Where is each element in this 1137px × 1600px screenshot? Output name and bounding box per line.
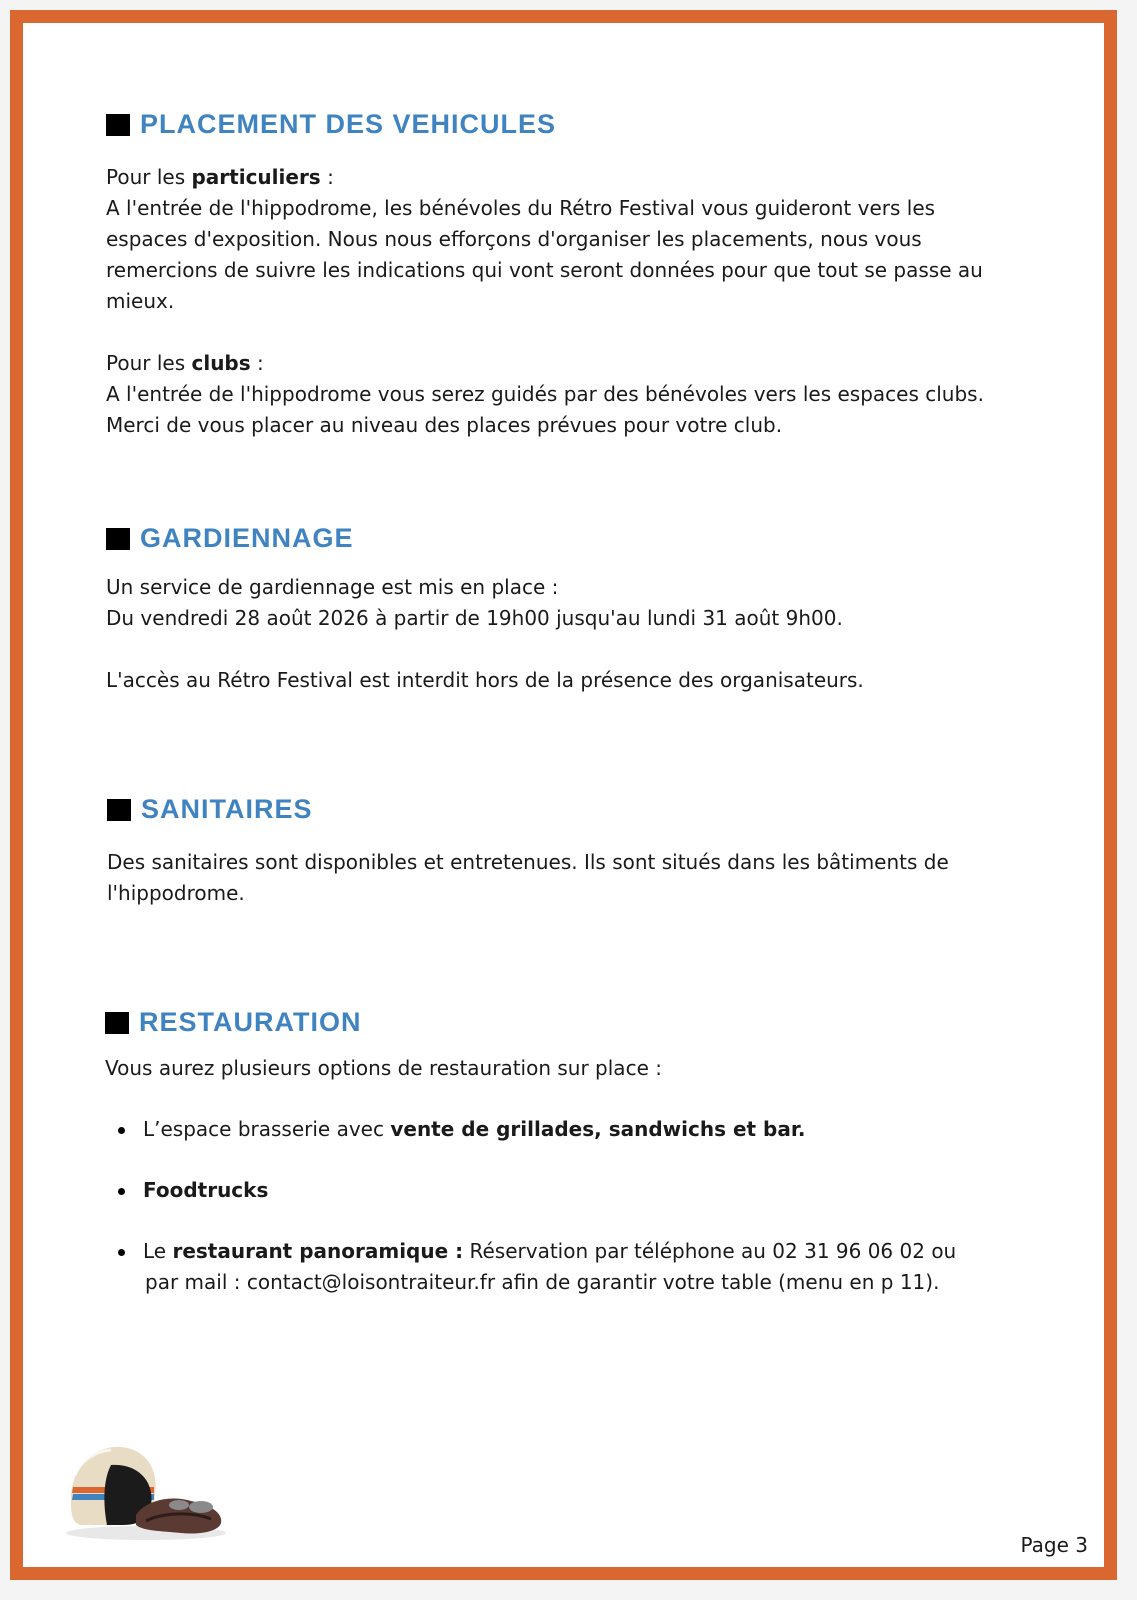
clubs-label (106, 348, 1026, 379)
heading-sanitaires (107, 794, 313, 825)
heading-square-icon (105, 1012, 129, 1034)
item1-bold: vente de grillades, sandwichs et bar. (390, 1117, 806, 1141)
heading-gardiennage (106, 523, 354, 554)
sanitaires-body (107, 847, 1027, 909)
particuliers-bold: particuliers (191, 165, 321, 189)
item2-bold: Foodtrucks (143, 1178, 269, 1202)
particuliers-prefix: Pour les (106, 165, 192, 189)
gardiennage-line3: L'accès au Rétro Festival est interdit hors de la présence des organisateurs. (106, 668, 864, 692)
item3-prefix: Le (143, 1239, 173, 1263)
clubs-line1: A l'entrée de l'hippodrome vous serez guidés par des bénévoles vers les espaces clubs. (106, 382, 984, 406)
page-number: Page 3 (1020, 1533, 1088, 1557)
heading-restauration (105, 1007, 362, 1038)
document-page (10, 10, 1117, 1580)
clubs-prefix: Pour les (106, 351, 192, 375)
restauration-intro-text: Vous aurez plusieurs options de restauration sur place : (105, 1056, 662, 1080)
clubs-suffix: : (250, 351, 264, 375)
particuliers-line3: remercions de suivre les indications qui vont seront données pour que tout se passe au (106, 258, 983, 282)
heading-sanitaires-text: SANITAIRES (141, 794, 313, 824)
restauration-intro (105, 1053, 1025, 1084)
heading-gardiennage-text: GARDIENNAGE (140, 523, 354, 553)
clubs-bold: clubs (191, 351, 251, 375)
heading-square-icon (107, 799, 131, 821)
list-item (105, 1114, 1005, 1145)
heading-square-icon (106, 528, 130, 550)
item3-line2: par mail : contact@loisontraiteur.fr afin de garantir votre table (menu en p 11). (145, 1270, 940, 1294)
item3-bold: restaurant panoramique : (172, 1239, 464, 1263)
heading-placement-text: PLACEMENT DES VEHICULES (140, 109, 557, 139)
list-item (105, 1236, 1005, 1298)
gardiennage-line1: Un service de gardiennage est mis en place : (106, 575, 559, 599)
particuliers-suffix: : (320, 165, 334, 189)
heading-square-icon (106, 114, 130, 136)
sanitaires-line1: Des sanitaires sont disponibles et entretenues. Ils sont situés dans les bâtiments de (107, 850, 949, 874)
particuliers-line1: A l'entrée de l'hippodrome, les bénévoles du Rétro Festival vous guideront vers les (106, 196, 936, 220)
helmet-gloves-illustration (51, 1435, 231, 1545)
particuliers-line4: mieux. (106, 289, 175, 313)
particuliers-label (106, 162, 1026, 193)
particuliers-line2: espaces d'exposition. Nous nous efforçons d'organiser les placements, nous vous (106, 227, 922, 251)
heading-placement (106, 109, 556, 140)
item3-suffix: Réservation par téléphone au 02 31 96 06 02 ou (463, 1239, 957, 1263)
gardiennage-line2: Du vendredi 28 août 2026 à partir de 19h00 jusqu'au lundi 31 août 9h00. (106, 606, 843, 630)
gardiennage-body (106, 572, 1026, 696)
placement-body (106, 162, 1026, 441)
item1-prefix: L’espace brasserie avec (143, 1117, 391, 1141)
clubs-line2: Merci de vous placer au niveau des places prévues pour votre club. (106, 413, 783, 437)
list-item (105, 1175, 1005, 1206)
sanitaires-line2: l'hippodrome. (107, 881, 245, 905)
heading-restauration-text: RESTAURATION (139, 1007, 362, 1037)
restauration-list (105, 1114, 1005, 1328)
